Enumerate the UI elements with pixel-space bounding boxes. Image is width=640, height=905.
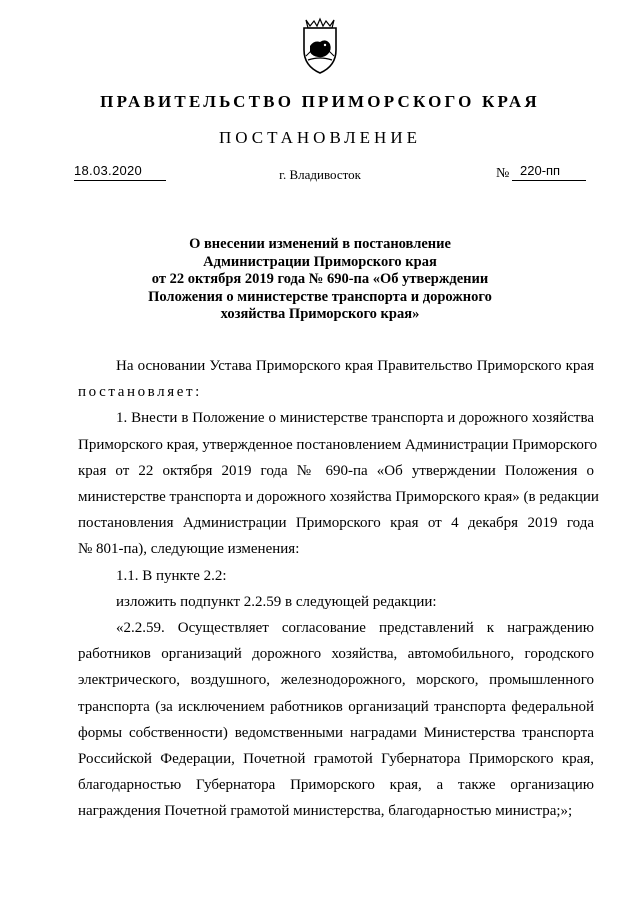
item1-line: края от 22 октября 2019 года № 690-па «Об утверждении Положения о: [78, 462, 594, 479]
government-title: ПРАВИТЕЛЬСТВО ПРИМОРСКОГО КРАЯ: [100, 92, 540, 111]
item1-line: № 801-па), следующие изменения:: [78, 541, 300, 558]
quote-line: работников организаций дорожного хозяйства, автомобильного, городского: [78, 646, 594, 663]
document-city: г. Владивосток: [279, 167, 361, 182]
quote-line: «2.2.59. Осуществляет согласование представлений к награждению: [116, 620, 594, 637]
subject-line: Администрации Приморского края: [203, 253, 437, 270]
document-body: [78, 353, 599, 825]
quote-line: формы собственности) ведомственными наградами Министерства транспорта: [78, 724, 594, 741]
item1-line: 1. Внести в Положение о министерстве транспорта и дорожного хозяйства: [116, 410, 594, 427]
number-sign: №: [496, 166, 510, 181]
quote-line: благодарностью Губернатора Приморского края, а также организацию: [78, 777, 594, 794]
number-underline: [512, 180, 586, 181]
document-date: 18.03.2020: [74, 163, 143, 178]
item1-line: Приморского края, утвержденное постановлением Администрации Приморского: [78, 436, 598, 453]
preamble-line: На основании Устава Приморского края Правительство Приморского края: [116, 358, 594, 374]
subject-line: Положения о министерстве транспорта и дорожного: [148, 288, 492, 305]
subject-line: хозяйства Приморского края»: [220, 306, 420, 322]
coat-of-arms-icon: [298, 16, 342, 76]
document-subject: [120, 236, 520, 324]
document-type: ПОСТАНОВЛЕНИЕ: [218, 128, 421, 147]
item1-line: постановления Администрации Приморского края от 4 декабря 2019 года: [78, 515, 594, 532]
item1-line: министерстве транспорта и дорожного хозяйства Приморского края» (в редакции: [78, 489, 599, 506]
subject-line: О внесении изменений в постановление: [189, 236, 451, 252]
quote-line: транспорта (за исключением работников организаций транспорта федеральной: [78, 698, 594, 715]
quote-line: электрического, воздушного, железнодорожного, морского, промышленного: [78, 672, 594, 689]
decree-word: постановляет:: [78, 384, 202, 401]
document-number: 220-пп: [520, 163, 561, 178]
quote-line: Российской Федерации, Почетной грамотой Губернатора Приморского края,: [78, 751, 594, 768]
quote-line: награждения Почетной грамотой министерства, благодарностью министра;»;: [78, 803, 573, 820]
item1-1-heading: 1.1. В пункте 2.2:: [116, 567, 227, 584]
item1-1-instruction: изложить подпункт 2.2.59 в следующей редакции:: [116, 593, 437, 610]
subject-line: от 22 октября 2019 года № 690-па «Об утверждении: [151, 271, 489, 287]
